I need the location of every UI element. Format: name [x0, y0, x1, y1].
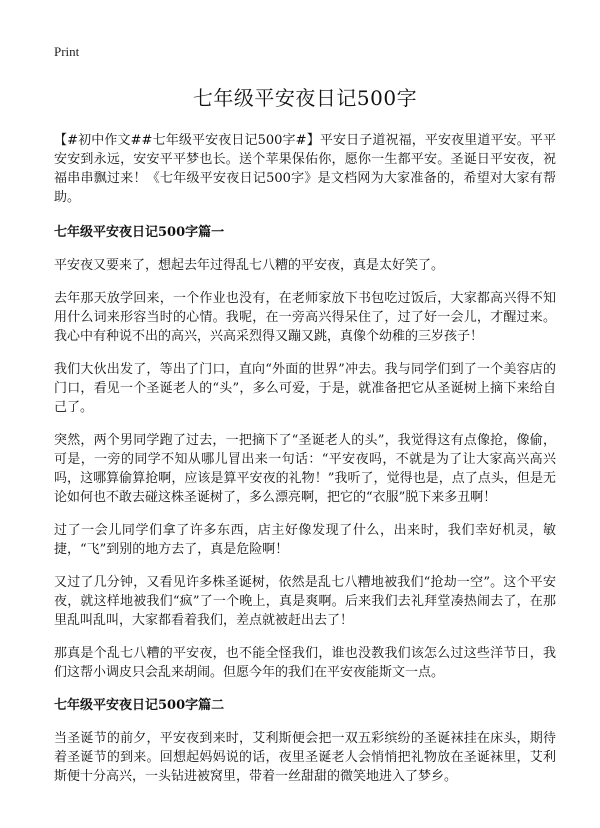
print-link[interactable]: Print — [54, 44, 80, 59]
paragraph: 又过了几分钟，又看见许多株圣诞树，依然是乱七八糟地被我们“抢劫一空”。这个平安夜，就这样地被我们“疯”了一个晚上，真是爽啊。后来我们去礼拜堂凑热闹去了，在那里乱叫乱叫，大家都看着我们，差点就被赶出去了！ — [54, 575, 556, 628]
page-title: 七年级平安夜日记500字 — [192, 86, 418, 110]
section-heading: 七年级平安夜日记500字篇一 — [54, 225, 225, 240]
paragraph: 去年那天放学回来，一个作业也没有，在老师家放下书包吃过饭后，大家都高兴得不知用什么词来形容当时的心情。我呢，在一旁高兴得呆住了，过了好一会儿，才醒过来。我心中有种说不出的高兴，兴高采烈得又蹦又跳，真像个幼稚的三岁孩子！ — [54, 291, 556, 344]
paragraph: 我们大伙出发了，等出了门口，直向“外面的世界”冲去。我与同学们到了一个美容店的门口，看见一个圣诞老人的“头”，多么可爱，于是，就准备把它从圣诞树上摘下来给自己了。 — [54, 362, 556, 415]
paragraph: 那真是个乱七八糟的平安夜，也不能全怪我们，谁也没教我们该怎么过这些洋节日，我们这帮小调皮只会乱来胡闹。但愿今年的我们在平安夜能斯文一点。 — [54, 646, 556, 680]
paragraph: 过了一会儿同学们拿了许多东西，店主好像发现了什么，出来时，我们幸好机灵，敏捷，“飞”到别的地方去了，真是危险啊！ — [54, 523, 556, 557]
paragraph: 平安夜又要来了，想起去年过得乱七八糟的平安夜，真是太好笑了。 — [54, 258, 445, 273]
section-one — [54, 223, 556, 682]
section-heading: 七年级平安夜日记500字篇二 — [54, 698, 225, 713]
intro-paragraph: 【#初中作文##七年级平安夜日记500字#】平安日子道祝福，平安夜里道平安。平平安安到永远，安安平平梦也长。送个苹果保佑你，愿你一生都平安。圣诞日平安夜，祝福串串飘过来！《七年级平安夜日记500字》是文档网为大家准备的，希望对大家有帮助。 — [54, 133, 556, 205]
paragraph: 当圣诞节的前夕，平安夜到来时，艾利斯便会把一双五彩缤纷的圣诞袜挂在床头，期待着圣诞节的到来。回想起妈妈说的话，夜里圣诞老人会悄悄把礼物放在圣诞袜里，艾利斯便十分高兴，一头钻进被窝里，带着一丝甜甜的微笑地进入了梦乡。 — [54, 731, 556, 784]
section-two — [54, 696, 556, 786]
paragraph: 突然，两个男同学跑了过去，一把摘下了“圣诞老人的头”，我觉得这有点像抢，像偷，可是，一旁的同学不知从哪儿冒出来一句话：“平安夜吗，不就是为了让大家高兴高兴吗，这哪算偷算抢啊，应该是算平安夜的礼物！”我听了，觉得也是，点了点头，但是无论如何也不敢去碰这株圣诞树了，多么漂亮啊，把它的“衣服”脱下来多丑啊！ — [54, 433, 556, 505]
